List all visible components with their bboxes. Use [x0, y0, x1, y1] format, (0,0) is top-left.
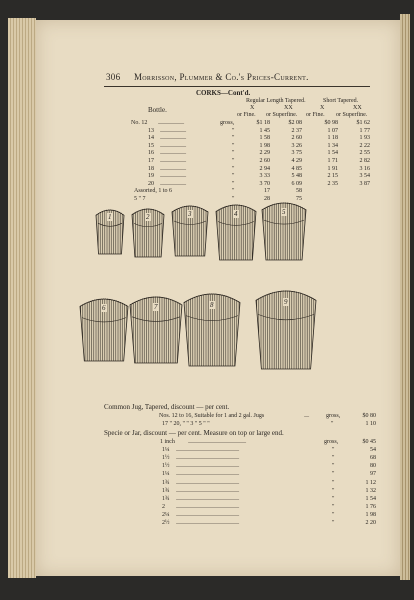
cork-price-x: 1 58 — [259, 135, 270, 142]
running-title: Morrisson, Plummer & Co.'s Prices-Current. — [134, 72, 309, 82]
specie-unit: " — [332, 511, 335, 518]
cork-row-leader: .......................... — [160, 173, 186, 180]
specie-price: 80 — [370, 463, 376, 470]
cork-price-xx: 58 — [296, 188, 302, 195]
superfine-label-1: or Superfine. — [266, 112, 298, 118]
cork-price-short-xx: 2 55 — [359, 150, 370, 157]
cork-row-unit: " — [232, 127, 235, 134]
specie-price: 1 98 — [365, 511, 376, 518]
specie-leader: ............................................................... — [176, 520, 239, 526]
specie-size: 1¾ — [162, 495, 170, 502]
cork-row-leader: .......................... — [160, 165, 186, 172]
specie-leader: ............................................................... — [176, 471, 239, 478]
specie-unit: gross, — [324, 439, 339, 445]
cork-row-leader: .......................... — [160, 142, 186, 149]
cork-row-leader: .......................... — [160, 127, 186, 134]
jug-line-1: Nos. 12 to 16, Suitable for 1 and 2 gal. Jugs — [159, 413, 265, 419]
x-header-1: X — [250, 105, 255, 111]
cork-price-xx: 4 29 — [291, 158, 302, 164]
specie-price: 1 12 — [365, 479, 376, 486]
cork-row-unit: " — [232, 180, 235, 187]
specie-price: 1 76 — [365, 503, 376, 510]
specie-size: 2 — [162, 503, 165, 510]
page-number: 306 — [106, 72, 121, 82]
specie-price: 2 20 — [365, 520, 376, 526]
cork-row-label: 16 — [148, 150, 154, 157]
cork-price-short-xx: $1 62 — [356, 120, 370, 126]
cork-row-leader: .......................... — [158, 120, 184, 126]
cork-row-leader: .......................... — [160, 158, 186, 164]
xx-header-2: XX — [353, 105, 362, 111]
cork-row-unit: " — [232, 135, 235, 142]
specie-unit: " — [332, 479, 335, 486]
cork-price-x: 3 33 — [259, 173, 270, 180]
cork-price-xx: $2 08 — [288, 120, 302, 126]
cork-price-x: 2 29 — [259, 150, 270, 157]
cork-price-short-xx: 1 93 — [359, 135, 370, 142]
cork-price-short-xx: 1 77 — [359, 127, 370, 134]
cork-price-short-x: 1 54 — [327, 150, 338, 157]
cork-price-xx: 5 48 — [291, 173, 302, 180]
jug-line-1-price: $0 80 — [362, 413, 376, 419]
specie-unit: " — [332, 520, 335, 526]
cork-figure-number: 2 — [146, 212, 150, 221]
jug-heading: Common Jug, Tapered, discount — per cent. — [104, 403, 230, 411]
cork-row-unit: " — [232, 165, 235, 172]
cork-figure-number: 9 — [284, 298, 288, 307]
cork-figure-number: 1 — [108, 213, 112, 222]
jug-line-1-unit: gross, — [326, 413, 341, 419]
cork-figure-number: 3 — [188, 210, 192, 218]
specie-size: 2½ — [162, 520, 170, 526]
cork-row-label: No. 12 — [131, 120, 148, 126]
specie-leader: ............................................................... — [176, 479, 239, 486]
specie-price: $0 45 — [362, 439, 376, 445]
cork-price-xx: 75 — [296, 196, 302, 202]
cork-price-short-x: 1 71 — [327, 158, 338, 164]
cork-price-xx: 3 26 — [291, 142, 302, 149]
xx-header-1: XX — [284, 105, 293, 111]
specie-price: 97 — [370, 471, 376, 478]
specie-price: 1 54 — [365, 495, 376, 502]
cork-row-leader: .......................... — [160, 180, 186, 187]
regular-length-header: Regular Length Tapered. — [246, 98, 306, 104]
cork-figure-number: 7 — [154, 302, 158, 311]
cork-illustrations — [36, 20, 400, 420]
specie-price: 54 — [370, 447, 376, 454]
specie-size: 1¾ — [162, 487, 170, 494]
cork-price-short-x: 2 35 — [327, 180, 338, 187]
cork-price-x: 17 — [264, 188, 270, 195]
section-title: CORKS—Cont'd. — [196, 89, 251, 97]
fine-label-1: or Fine. — [237, 112, 256, 118]
specie-size: 1¼ — [162, 447, 170, 454]
specie-leader: ............................................................... — [176, 511, 239, 518]
jug-line-2-unit: " — [331, 421, 334, 427]
cork-price-x: 1 45 — [259, 127, 270, 134]
cork-row-label: 20 — [148, 180, 154, 187]
x-header-2: X — [320, 105, 325, 111]
cork-price-x: 3 70 — [259, 180, 270, 187]
specie-leader: ............................................................... — [176, 495, 239, 502]
specie-leader: ............................................................... — [176, 463, 239, 470]
cork-figure-number: 5 — [282, 207, 286, 216]
cork-row-label: 17 — [148, 158, 154, 164]
cork-row-label: 18 — [148, 165, 154, 172]
cork-row-leader: .......................... — [160, 150, 186, 157]
cork-price-short-x: 1 07 — [327, 127, 338, 134]
specie-unit: " — [332, 471, 335, 478]
page-stack-left — [8, 18, 36, 578]
specie-unit: " — [332, 487, 335, 494]
cork-price-short-xx: 3 87 — [359, 180, 370, 187]
cork-row-unit: " — [232, 173, 235, 180]
cork-price-xx: 2 37 — [291, 127, 302, 134]
cork-row-label: Assorted, 1 to 6 — [134, 188, 172, 195]
cork-price-xx: 4 85 — [291, 165, 302, 172]
cork-row-label: 13 — [148, 127, 154, 134]
cork-price-xx: 6 09 — [291, 180, 302, 187]
cork-row-leader: .......................... — [160, 135, 186, 142]
cork-figure-number: 8 — [210, 300, 214, 309]
specie-leader: ............................................................... — [176, 487, 239, 494]
catalog-page — [36, 20, 400, 576]
cork-row-unit: " — [232, 196, 235, 202]
specie-size: 2¼ — [162, 511, 170, 518]
specie-price: 68 — [370, 455, 376, 462]
cork-row-label: 14 — [148, 135, 154, 142]
cork-price-xx: 2 60 — [291, 135, 302, 142]
cork-price-x: 2 94 — [259, 165, 270, 172]
specie-size: 1¾ — [162, 479, 170, 486]
cork-price-x: $1 18 — [256, 120, 270, 126]
cork-price-x: 2 60 — [259, 158, 270, 164]
cork-price-short-xx: 2 82 — [359, 158, 370, 164]
jug-line-2: 17 " 20, " " 3 " 5 " " — [162, 421, 210, 427]
specie-unit: " — [332, 447, 335, 454]
cork-row-label: 19 — [148, 173, 154, 180]
short-tapered-header: Short Tapered. — [323, 98, 359, 104]
cork-row-unit: " — [232, 188, 235, 195]
jug-line-1-leader: ..... — [304, 413, 309, 419]
specie-leader: ............................................................... — [176, 503, 239, 510]
cork-figure-number: 4 — [234, 209, 238, 218]
specie-leader: ............................................................... — [176, 455, 239, 462]
cork-price-x: 28 — [264, 196, 270, 202]
specie-unit: " — [332, 463, 335, 470]
bottle-label: Bottle. — [148, 106, 167, 114]
specie-unit: " — [332, 503, 335, 510]
jug-line-2-price: 1 10 — [365, 421, 376, 427]
cork-price-xx: 3 75 — [291, 150, 302, 157]
superfine-label-2: or Superfine. — [336, 112, 368, 118]
specie-size: 1 inch — [160, 439, 175, 445]
cork-price-short-xx: 3 16 — [359, 165, 370, 172]
cork-price-short-x: 2 15 — [327, 173, 338, 180]
specie-heading: Specie or Jar, discount — per cent. Measure on top or large end. — [104, 429, 284, 437]
cork-price-short-x: 1 34 — [327, 142, 338, 149]
cork-price-short-xx: 2 22 — [359, 142, 370, 149]
cork-row-label: 5 " 7 — [134, 196, 146, 202]
cork-row-label: 15 — [148, 142, 154, 149]
specie-unit: " — [332, 495, 335, 502]
page-stack-right — [400, 14, 410, 580]
specie-leader: ............................................................... — [176, 447, 239, 454]
cork-price-short-x: 1 91 — [327, 165, 338, 172]
specie-leader: .......................................................... — [188, 439, 246, 445]
specie-unit: " — [332, 455, 335, 462]
cork-price-x: 1 98 — [259, 142, 270, 149]
specie-size: 1½ — [162, 463, 170, 470]
cork-price-short-x: $0 98 — [324, 120, 338, 126]
specie-size: 1½ — [162, 455, 170, 462]
cork-row-unit: " — [232, 142, 235, 149]
specie-price: 1 32 — [365, 487, 376, 494]
cork-row-unit: " — [232, 150, 235, 157]
cork-figure-number: 6 — [102, 304, 106, 313]
specie-size: 1¼ — [162, 471, 170, 478]
cork-price-short-xx: 3 54 — [359, 173, 370, 180]
cork-row-unit: " — [232, 158, 235, 164]
cork-row-unit: gross, — [220, 120, 235, 126]
cork-price-short-x: 1 18 — [327, 135, 338, 142]
fine-label-2: or Fine. — [306, 112, 325, 118]
